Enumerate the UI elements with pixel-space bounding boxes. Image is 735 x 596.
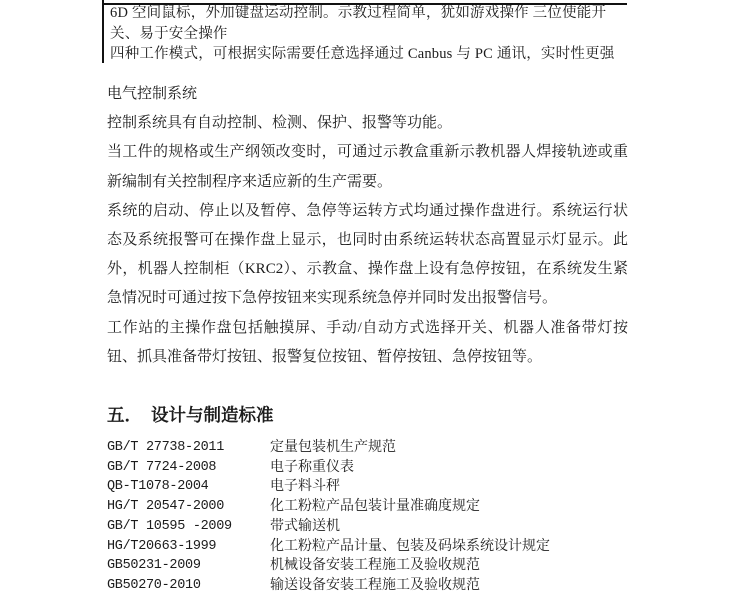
standard-name: 化工粉粒产品包装计量准确度规定 [270, 499, 480, 515]
subsection-heading-electrical-control: 电气控制系统 [107, 86, 198, 102]
standard-name: 带式输送机 [270, 518, 340, 534]
standard-name: 定量包装机生产规范 [270, 440, 396, 455]
standard-name: 输送设备安装工程施工及验收规范 [270, 577, 480, 593]
cell-line: 四种工作模式，可根据实际需要任意选择通过 Canbus 与 PC 通讯，实时性更强 [110, 46, 615, 62]
standard-code: GB50231-2009 [107, 558, 201, 574]
section-heading-design-standards [107, 401, 628, 430]
paragraph: 当工件的规格或生产纲领改变时，可通过示教盒重新示教机器人焊接轨迹或重新编制有关控制程序来适应新的生产需要。 [107, 144, 628, 190]
paragraph: 控制系统具有自动控制、检测、保护、报警等功能。 [107, 115, 453, 132]
standards-list [107, 438, 667, 596]
standard-code: GB/T 27738-2011 [107, 440, 225, 455]
table-left-border-stub [102, 0, 104, 63]
section-title: 设计与制造标准 [151, 405, 274, 425]
standard-row [107, 556, 667, 576]
cell-line: 6D 空间鼠标，外加键盘运动控制。示教过程简单，犹如游戏操作 三位使能开 [110, 5, 607, 21]
standard-name: 机械设备安装工程施工及验收规范 [270, 558, 480, 574]
standard-name: 电子料斗秤 [270, 479, 340, 495]
standard-row [107, 497, 667, 517]
standard-code: QB-T1078-2004 [107, 479, 209, 495]
standard-row [107, 537, 667, 557]
paragraph: 工作站的主操作盘包括触摸屏、手动/自动方式选择开关、机器人准备带灯按钮、抓具准备带灯按钮、报警复位按钮、暂停按钮、急停按钮等。 [107, 319, 628, 365]
standard-name: 电子称重仪表 [270, 459, 354, 475]
table-cell-text-fragment [110, 3, 628, 65]
standard-code: GB/T 10595 -2009 [107, 518, 232, 534]
standard-code: HG/T 20547-2000 [107, 499, 225, 515]
standard-row [107, 576, 667, 596]
body-text-block [107, 80, 628, 372]
standard-name: 化工粉粒产品计量、包装及码垛系统设计规定 [270, 538, 550, 554]
section-number: 五． [107, 405, 142, 425]
standard-code: HG/T20663-1999 [107, 538, 217, 554]
standard-row [107, 477, 667, 497]
standard-row [107, 438, 667, 458]
standard-code: GB/T 7724-2008 [107, 459, 217, 475]
standard-row [107, 458, 667, 478]
cell-line: 关、易于安全操作 [110, 25, 228, 42]
paragraph: 系统的启动、停止以及暂停、急停等运转方式均通过操作盘进行。系统运行状态及系统报警可在操作盘上显示，也同时由系统运转状态高置显示灯显示。此外，机器人控制柜（KRC2）、示教盒、操作盘上设有急停按钮，在系统发生紧急情况时可通过按下急停按钮来实现系统急停并同时发出报警信号。 [107, 202, 628, 307]
standard-row [107, 517, 667, 537]
standard-code: GB50270-2010 [107, 577, 201, 593]
